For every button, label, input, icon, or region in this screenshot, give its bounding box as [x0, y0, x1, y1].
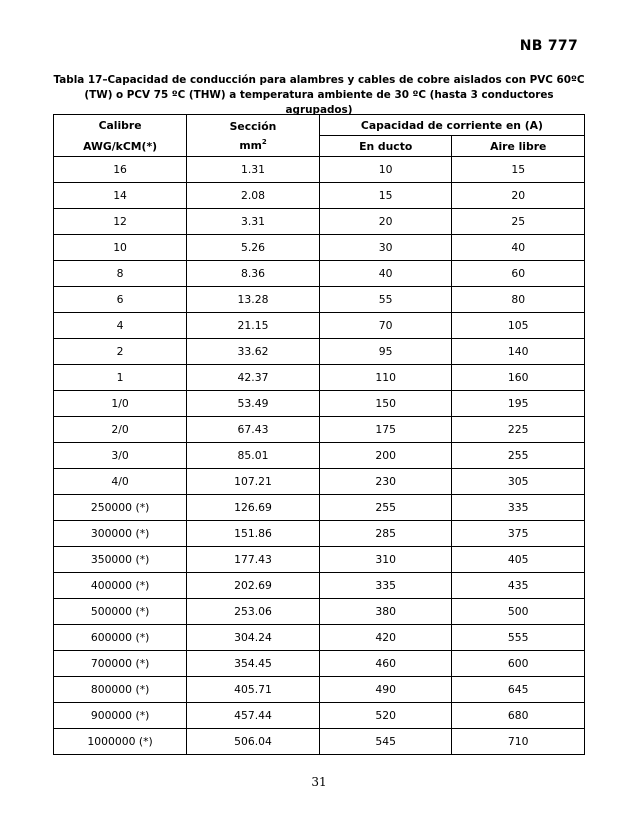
- cell-en-ducto: 255: [319, 495, 452, 521]
- cell-calibre: 2/0: [54, 417, 187, 443]
- table-row: [54, 391, 585, 417]
- cell-calibre: 900000 (*): [54, 703, 187, 729]
- cell-calibre: 2: [54, 339, 187, 365]
- cell-calibre: 400000 (*): [54, 573, 187, 599]
- cell-aire-libre: 25: [452, 209, 585, 235]
- cell-aire-libre: 105: [452, 313, 585, 339]
- table-row: [54, 599, 585, 625]
- cell-calibre: 10: [54, 235, 187, 261]
- cell-seccion: 5.26: [187, 235, 320, 261]
- table-row: [54, 183, 585, 209]
- cell-aire-libre: 255: [452, 443, 585, 469]
- cell-calibre: 16: [54, 157, 187, 183]
- cell-en-ducto: 335: [319, 573, 452, 599]
- cell-seccion: 3.31: [187, 209, 320, 235]
- cell-seccion: 67.43: [187, 417, 320, 443]
- cell-aire-libre: 600: [452, 651, 585, 677]
- cell-seccion: 457.44: [187, 703, 320, 729]
- header-calibre-line1: Calibre: [98, 118, 142, 132]
- cell-en-ducto: 30: [319, 235, 452, 261]
- cell-seccion: 151.86: [187, 521, 320, 547]
- cell-seccion: 202.69: [187, 573, 320, 599]
- cell-calibre: 14: [54, 183, 187, 209]
- cell-seccion: 253.06: [187, 599, 320, 625]
- cell-en-ducto: 110: [319, 365, 452, 391]
- table-row: [54, 157, 585, 183]
- cell-aire-libre: 645: [452, 677, 585, 703]
- cell-seccion: 107.21: [187, 469, 320, 495]
- cell-calibre: 1000000 (*): [54, 729, 187, 755]
- cell-calibre: 300000 (*): [54, 521, 187, 547]
- cell-seccion: 506.04: [187, 729, 320, 755]
- cell-calibre: 600000 (*): [54, 625, 187, 651]
- cell-seccion: 2.08: [187, 183, 320, 209]
- document-code: NB 777: [519, 38, 578, 54]
- cell-en-ducto: 520: [319, 703, 452, 729]
- cell-en-ducto: 175: [319, 417, 452, 443]
- table-row: [54, 573, 585, 599]
- table-row: [54, 365, 585, 391]
- cell-aire-libre: 60: [452, 261, 585, 287]
- ampacity-table: [53, 114, 585, 755]
- cell-en-ducto: 200: [319, 443, 452, 469]
- cell-aire-libre: 375: [452, 521, 585, 547]
- table-row: [54, 677, 585, 703]
- table-row: [54, 729, 585, 755]
- cell-calibre: 350000 (*): [54, 547, 187, 573]
- cell-en-ducto: 40: [319, 261, 452, 287]
- cell-calibre: 4/0: [54, 469, 187, 495]
- cell-en-ducto: 70: [319, 313, 452, 339]
- cell-calibre: 1: [54, 365, 187, 391]
- table-row: [54, 547, 585, 573]
- header-aire-libre: Aire libre: [452, 136, 585, 157]
- cell-aire-libre: 500: [452, 599, 585, 625]
- cell-aire-libre: 335: [452, 495, 585, 521]
- table-row: [54, 469, 585, 495]
- header-seccion-unit-exponent: 2: [261, 137, 267, 146]
- cell-aire-libre: 140: [452, 339, 585, 365]
- cell-seccion: 21.15: [187, 313, 320, 339]
- cell-en-ducto: 95: [319, 339, 452, 365]
- cell-aire-libre: 710: [452, 729, 585, 755]
- header-capacidad: Capacidad de corriente en (A): [319, 115, 584, 136]
- cell-en-ducto: 490: [319, 677, 452, 703]
- cell-en-ducto: 420: [319, 625, 452, 651]
- cell-aire-libre: 20: [452, 183, 585, 209]
- table-row: [54, 339, 585, 365]
- header-seccion-unit-base: mm: [239, 138, 262, 152]
- cell-en-ducto: 20: [319, 209, 452, 235]
- cell-calibre: 700000 (*): [54, 651, 187, 677]
- caption-line-1: Tabla 17–Capacidad de conducción para alambres y cables de cobre aislados con PVC 60ºC: [53, 74, 585, 86]
- cell-aire-libre: 405: [452, 547, 585, 573]
- cell-en-ducto: 460: [319, 651, 452, 677]
- cell-aire-libre: 435: [452, 573, 585, 599]
- cell-seccion: 177.43: [187, 547, 320, 573]
- cell-en-ducto: 15: [319, 183, 452, 209]
- cell-seccion: 42.37: [187, 365, 320, 391]
- cell-aire-libre: 305: [452, 469, 585, 495]
- cell-aire-libre: 15: [452, 157, 585, 183]
- table-row: [54, 209, 585, 235]
- cell-seccion: 126.69: [187, 495, 320, 521]
- header-seccion: [187, 115, 320, 157]
- table-row: [54, 313, 585, 339]
- header-en-ducto: En ducto: [319, 136, 452, 157]
- cell-aire-libre: 195: [452, 391, 585, 417]
- table-row: [54, 443, 585, 469]
- cell-en-ducto: 380: [319, 599, 452, 625]
- cell-en-ducto: 150: [319, 391, 452, 417]
- cell-seccion: 354.45: [187, 651, 320, 677]
- cell-en-ducto: 10: [319, 157, 452, 183]
- cell-seccion: 1.31: [187, 157, 320, 183]
- cell-seccion: 13.28: [187, 287, 320, 313]
- cell-aire-libre: 680: [452, 703, 585, 729]
- cell-aire-libre: 40: [452, 235, 585, 261]
- cell-aire-libre: 225: [452, 417, 585, 443]
- cell-aire-libre: 160: [452, 365, 585, 391]
- cell-calibre: 12: [54, 209, 187, 235]
- table-row: [54, 625, 585, 651]
- header-calibre-line2: AWG/kCM(*): [83, 139, 158, 153]
- cell-calibre: 500000 (*): [54, 599, 187, 625]
- cell-calibre: 800000 (*): [54, 677, 187, 703]
- cell-seccion: 405.71: [187, 677, 320, 703]
- cell-seccion: 33.62: [187, 339, 320, 365]
- table-row: [54, 287, 585, 313]
- cell-en-ducto: 55: [319, 287, 452, 313]
- cell-calibre: 4: [54, 313, 187, 339]
- table-row: [54, 703, 585, 729]
- cell-en-ducto: 310: [319, 547, 452, 573]
- table-caption: [52, 73, 586, 118]
- cell-calibre: 3/0: [54, 443, 187, 469]
- table-row: [54, 651, 585, 677]
- cell-en-ducto: 230: [319, 469, 452, 495]
- cell-seccion: 304.24: [187, 625, 320, 651]
- header-seccion-unit: [187, 139, 319, 152]
- cell-calibre: 250000 (*): [54, 495, 187, 521]
- table-row: [54, 261, 585, 287]
- cell-calibre: 6: [54, 287, 187, 313]
- cell-seccion: 8.36: [187, 261, 320, 287]
- cell-en-ducto: 285: [319, 521, 452, 547]
- header-seccion-line1: Sección: [229, 119, 277, 133]
- table-row: [54, 235, 585, 261]
- cell-en-ducto: 545: [319, 729, 452, 755]
- cell-aire-libre: 555: [452, 625, 585, 651]
- table-row: [54, 417, 585, 443]
- cell-seccion: 85.01: [187, 443, 320, 469]
- cell-calibre: 8: [54, 261, 187, 287]
- table-row: [54, 495, 585, 521]
- page-number: 31: [311, 775, 327, 789]
- cell-calibre: 1/0: [54, 391, 187, 417]
- table-body: [54, 157, 585, 755]
- cell-seccion: 53.49: [187, 391, 320, 417]
- table-row: [54, 521, 585, 547]
- caption-line-2: (TW) o PCV 75 ºC (THW) a temperatura ambiente de 30 ºC (hasta 3 conductores agrupados): [84, 89, 554, 116]
- cell-aire-libre: 80: [452, 287, 585, 313]
- header-calibre: [54, 115, 187, 157]
